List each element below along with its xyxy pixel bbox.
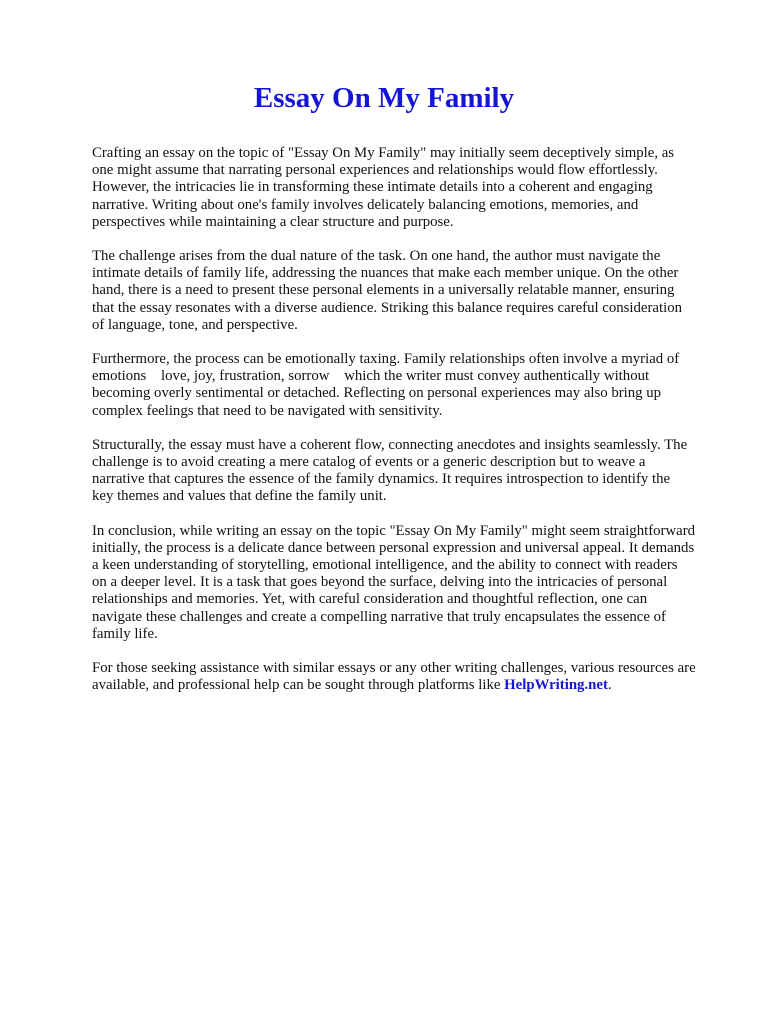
paragraph-3 <box>92 351 732 420</box>
text-line: The challenge arises from the dual nature of the task. On one hand, the author must navigate the <box>92 248 661 265</box>
text-line: of language, tone, and perspective. <box>92 316 298 333</box>
text-line: a keen understanding of storytelling, emotional intelligence, and the ability to connect with readers <box>92 557 678 574</box>
closing-line <box>92 677 732 694</box>
text-line: relationships and memories. Yet, with careful consideration and thoughtful reflection, one can <box>92 591 648 608</box>
text-line: challenge is to avoid creating a mere catalog of events or a generic description but to weave a <box>92 454 646 471</box>
text-line: intimate details of family life, addressing the nuances that make each member unique. On the other <box>92 265 679 282</box>
text-line: on a deeper level. It is a task that goes beyond the surface, delving into the intricacies of personal <box>92 574 668 591</box>
text-line: perspectives while maintaining a clear structure and purpose. <box>92 213 454 230</box>
helpwriting-link[interactable]: HelpWriting.net <box>504 677 608 694</box>
paragraph-4 <box>92 437 732 506</box>
text-line: emotions love, joy, frustration, sorrow which the writer must convey authentically without <box>92 368 650 385</box>
text-line: In conclusion, while writing an essay on the topic "Essay On My Family" might seem straightforward <box>92 522 696 539</box>
text-line: Crafting an essay on the topic of "Essay On My Family" may initially seem deceptively simple, as <box>92 145 675 161</box>
text-line: key themes and values that define the family unit. <box>92 488 387 505</box>
text-line: complex feelings that need to be navigated with sensitivity. <box>92 402 443 419</box>
text-line: Structurally, the essay must have a coherent flow, connecting anecdotes and insights seamlessly. The <box>92 436 688 453</box>
text-line: that the essay resonates with a diverse audience. Striking this balance requires careful consideration <box>92 299 683 316</box>
text-line: one might assume that narrating personal experiences and relationships would flow effortlessly. <box>92 162 658 179</box>
paragraph-1 <box>92 145 732 231</box>
closing-period: . <box>607 677 612 694</box>
text-line: narrative that captures the essence of the family dynamics. It requires introspection to identify the <box>92 471 671 488</box>
text-line: initially, the process is a delicate dance between personal expression and universal appeal. It demands <box>92 539 695 556</box>
text-line: For those seeking assistance with similar essays or any other writing challenges, various resources are <box>92 660 696 677</box>
text-line: narrative. Writing about one's family involves delicately balancing emotions, memories, and <box>92 196 639 213</box>
text-line: hand, there is a need to present these personal elements in a universally relatable manner, ensuring <box>92 282 675 299</box>
text-line: family life. <box>92 625 158 642</box>
document-title: Essay On My Family <box>253 82 515 114</box>
closing-text: available, and professional help can be sought through platforms like <box>92 677 505 694</box>
text-line: becoming overly sentimental or detached. Reflecting on personal experiences may also bring up <box>92 385 662 402</box>
paragraph-5 <box>92 523 732 643</box>
text-line: However, the intricacies lie in transforming these intimate details into a coherent and engaging <box>92 179 653 196</box>
document-body <box>92 145 732 711</box>
paragraph-2 <box>92 248 732 334</box>
closing-paragraph <box>92 660 732 694</box>
text-line: navigate these challenges and create a compelling narrative that truly encapsulates the essence of <box>92 608 666 625</box>
text-line: Furthermore, the process can be emotionally taxing. Family relationships often involve a myriad of <box>92 351 680 368</box>
